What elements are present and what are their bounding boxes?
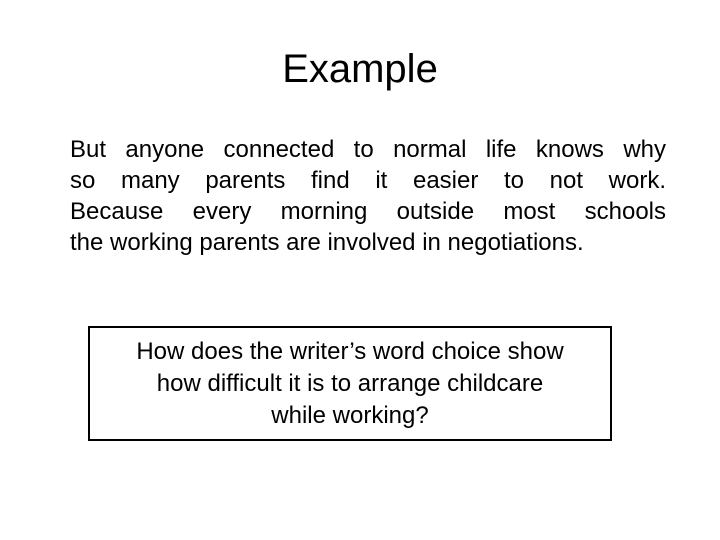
body-line-1: But anyone connected to normal life knows why xyxy=(70,136,666,163)
question-line-3: while working? xyxy=(271,401,429,429)
body-paragraph xyxy=(70,134,666,258)
slide-title: Example xyxy=(282,47,438,91)
body-line-3: Because every morning outside most schools xyxy=(70,198,666,225)
body-line-2: so many parents find it easier to not work. xyxy=(70,167,666,194)
question-line-1: How does the writer’s word choice show xyxy=(136,337,564,365)
question-line-2: how difficult it is to arrange childcare xyxy=(156,369,544,397)
body-line-4: the working parents are involved in negotiations. xyxy=(70,229,584,256)
question-box xyxy=(88,326,612,441)
